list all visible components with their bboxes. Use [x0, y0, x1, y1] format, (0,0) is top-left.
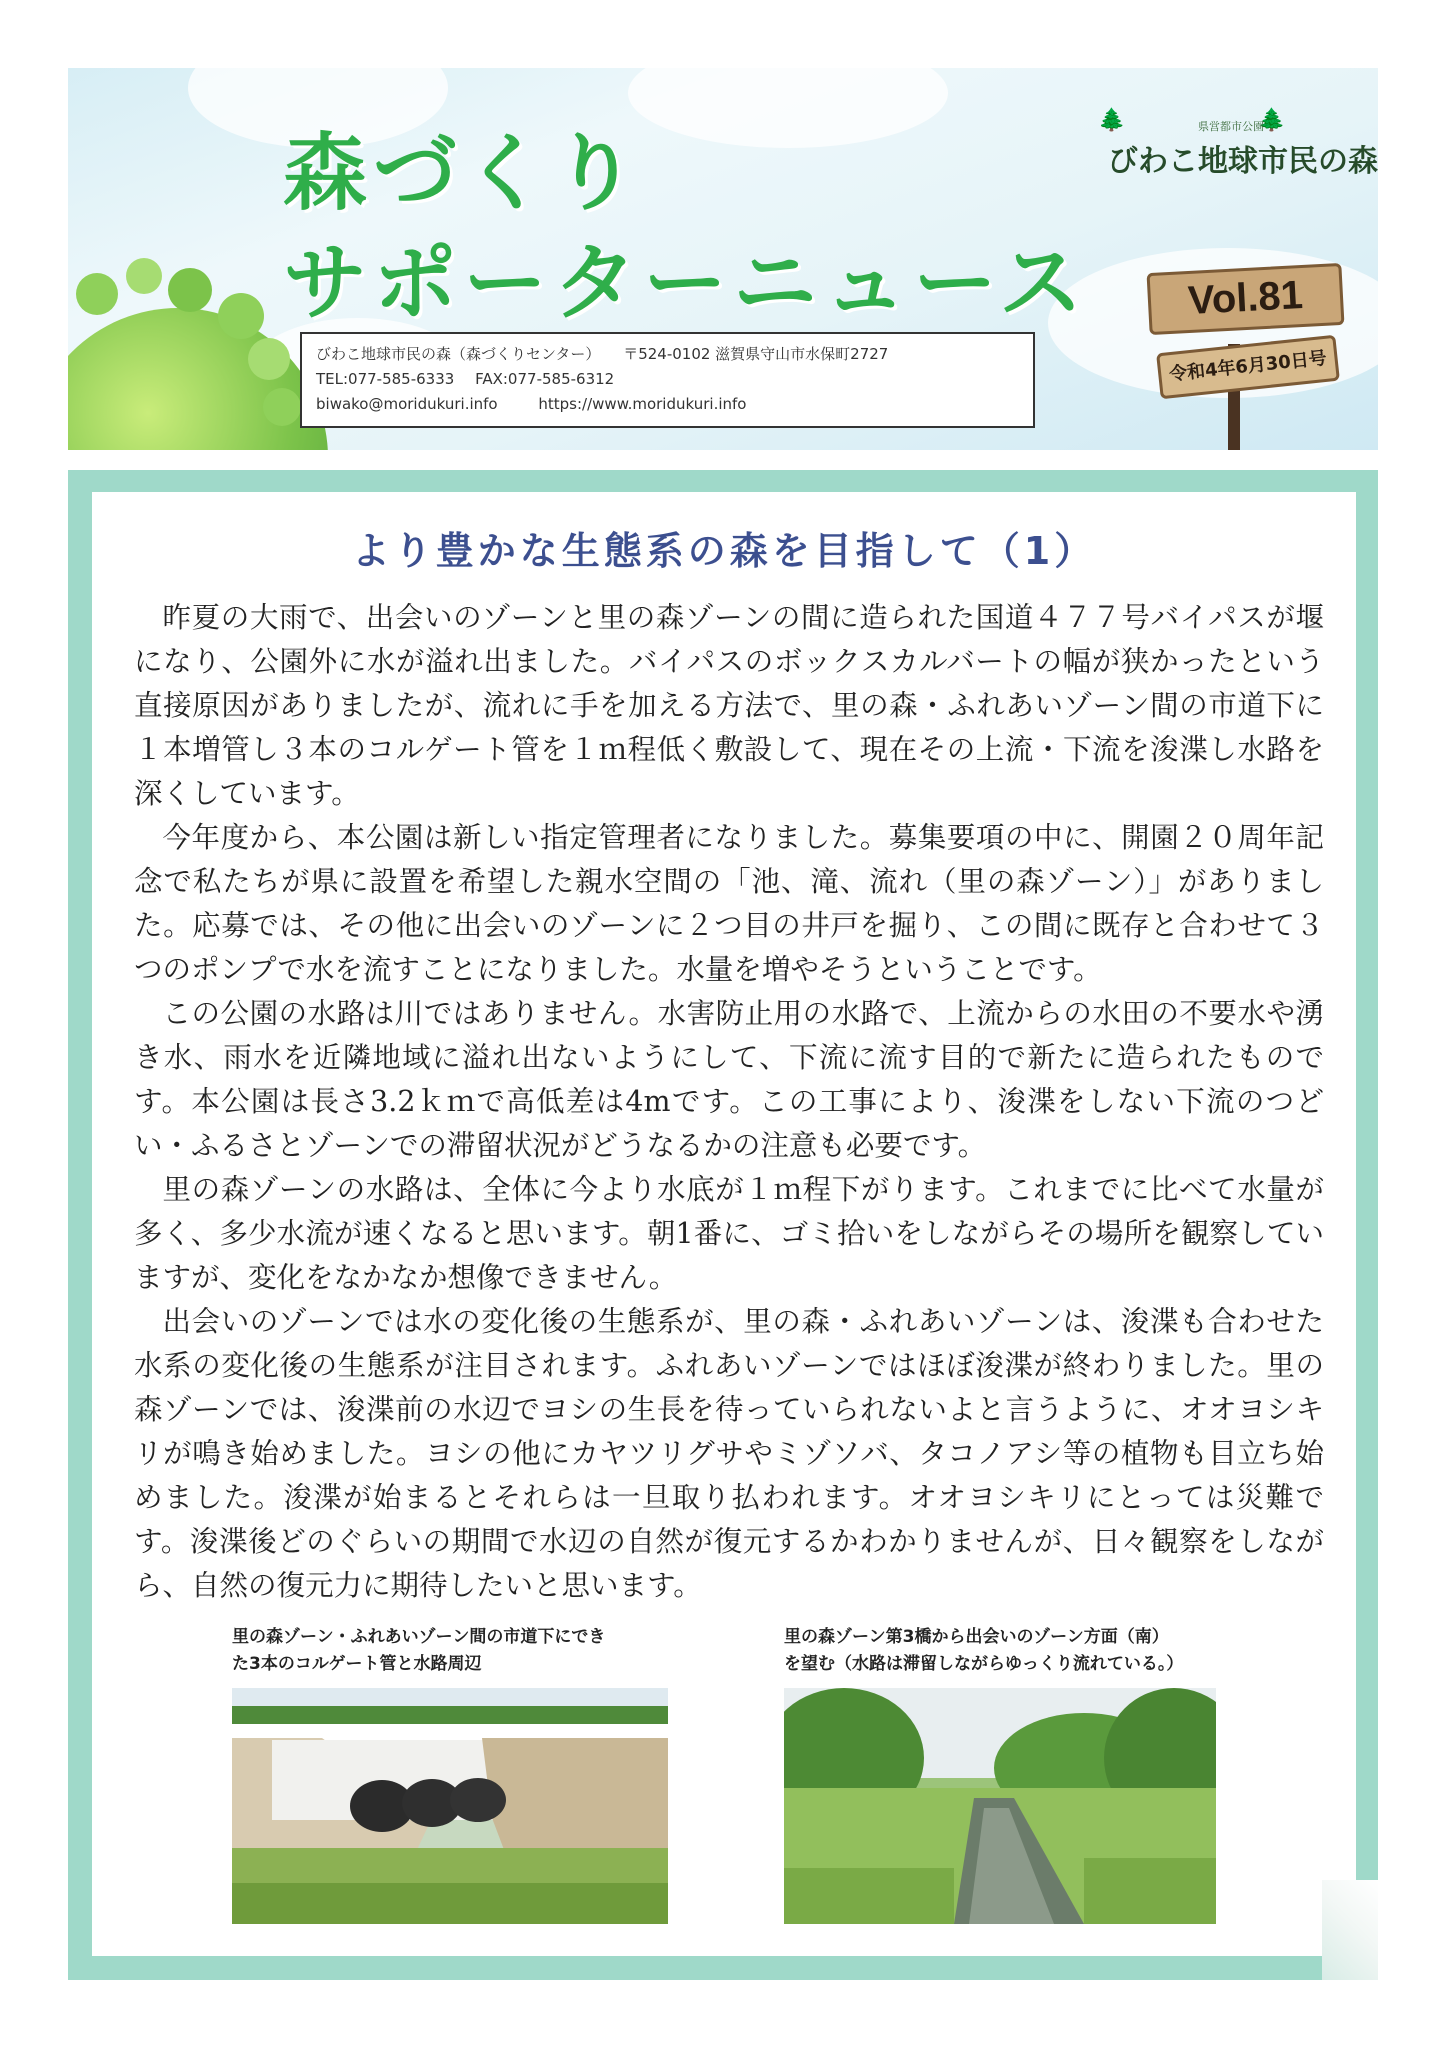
caption-line: た3本のコルゲート管と水路周辺 — [232, 1654, 482, 1674]
tree-icon — [76, 273, 118, 315]
email-link[interactable]: biwako@moridukuri.info — [316, 395, 498, 413]
photo-caption — [232, 1624, 605, 1678]
tel: TEL:077-585-6333 — [316, 370, 455, 388]
tree-icon — [126, 258, 162, 294]
fax: FAX:077-585-6312 — [475, 370, 615, 388]
website-link[interactable]: https://www.moridukuri.info — [538, 395, 747, 413]
masthead — [68, 68, 1378, 450]
caption-line: を望む（水路は滞留しながらゆっくり流れている。） — [784, 1654, 1184, 1674]
page-curl-decoration — [1322, 1880, 1378, 1980]
contact-box — [300, 332, 1035, 428]
tree-icon — [218, 293, 264, 339]
tree-icon — [168, 268, 212, 312]
logo-subtitle: 県営都市公園 — [1198, 120, 1264, 133]
waterway-photo — [784, 1688, 1216, 1924]
paragraph: 今年度から、本公園は新しい指定管理者になりました。募集要項の中に、開園２０周年記念で私たちが県に設置を希望した親水空間の「池、滝、流れ（里の森ゾーン）」がありました。応募では、その他に出会いのゾーンに２つ目の井戸を掘り、この間に既存と合わせて３つのポンプで水を流すことになりました。水量を増やそうということです。 — [134, 821, 1324, 986]
org-name: びわこ地球市民の森（森づくりセンター） — [316, 345, 601, 363]
caption-line: 里の森ゾーン第3橋から出会いのゾーン方面（南） — [784, 1627, 1169, 1647]
tree-icon — [263, 388, 301, 426]
issue-date: 令和4年6月30日号 — [1156, 335, 1340, 400]
photo-caption — [784, 1624, 1183, 1678]
volume-badge: Vol.81 — [1147, 263, 1345, 335]
article-title: より豊かな生態系の森を目指して（1） — [351, 529, 1097, 573]
article-body — [134, 596, 1324, 1608]
paragraph: 里の森ゾーンの水路は、全体に今より水底が１ｍ程下がります。これまでに比べて水量が多く、多少水流が速くなると思います。朝1番に、ゴミ拾いをしながらその場所を観察していますが、変化をなかなか想像できません。 — [134, 1173, 1324, 1294]
newsletter-title-line2: サポーターニュース — [283, 234, 1089, 332]
address: 〒524-0102 滋賀県守山市水保町2727 — [623, 345, 889, 363]
cloud-decoration — [628, 68, 948, 148]
park-logo: びわこ地球市民の森 — [1108, 144, 1378, 179]
tree-icon — [248, 338, 290, 380]
culvert-photo-image — [232, 1688, 668, 1924]
waterway-photo-image — [784, 1688, 1216, 1924]
caption-line: 里の森ゾーン・ふれあいゾーン間の市道下にでき — [232, 1627, 606, 1647]
paragraph: 昨夏の大雨で、出会いのゾーンと里の森ゾーンの間に造られた国道４７７号バイパスが堰になり、公園外に水が溢れ出ました。バイパスのボックスカルバートの幅が狭かったという直接原因がありましたが、流れに手を加える方法で、里の森・ふれあいゾーン間の市道下に１本増管し３本のコルゲート管を１ｍ程低く敷設して、現在その上流・下流を浚渫し水路を深くしています。 — [134, 601, 1324, 810]
culvert-photo — [232, 1688, 668, 1924]
tree-icon: 🌲 — [1258, 108, 1286, 133]
paragraph: この公園の水路は川ではありません。水害防止用の水路で、上流からの水田の不要水や湧き水、雨水を近隣地域に溢れ出ないようにして、下流に流す目的で新たに造られたものです。本公園は長さ3.2ｋｍで高低差は4mです。この工事により、浚渫をしない下流のつどい・ふるさとゾーンでの滞留状況がどうなるかの注意も必要です。 — [134, 997, 1324, 1162]
paragraph: 出会いのゾーンでは水の変化後の生態系が、里の森・ふれあいゾーンは、浚渫も合わせた水系の変化後の生態系が注目されます。ふれあいゾーンではほぼ浚渫が終わりました。里の森ゾーンでは、浚渫前の水辺でヨシの生長を待っていられないよと言うように、オオヨシキリが鳴き始めました。ヨシの他にカヤツリグサやミゾソバ、タコノアシ等の植物も目立ち始めました。浚渫が始まるとそれらは一旦取り払われます。オオヨシキリにとっては災難です。浚渫後どのぐらいの期間で水辺の自然が復元するかわかりませんが、日々観察をしながら、自然の復元力に期待したいと思います。 — [134, 1305, 1324, 1602]
newsletter-title-line1: 森づくり — [283, 124, 644, 222]
tree-icon: 🌲 — [1098, 108, 1126, 133]
